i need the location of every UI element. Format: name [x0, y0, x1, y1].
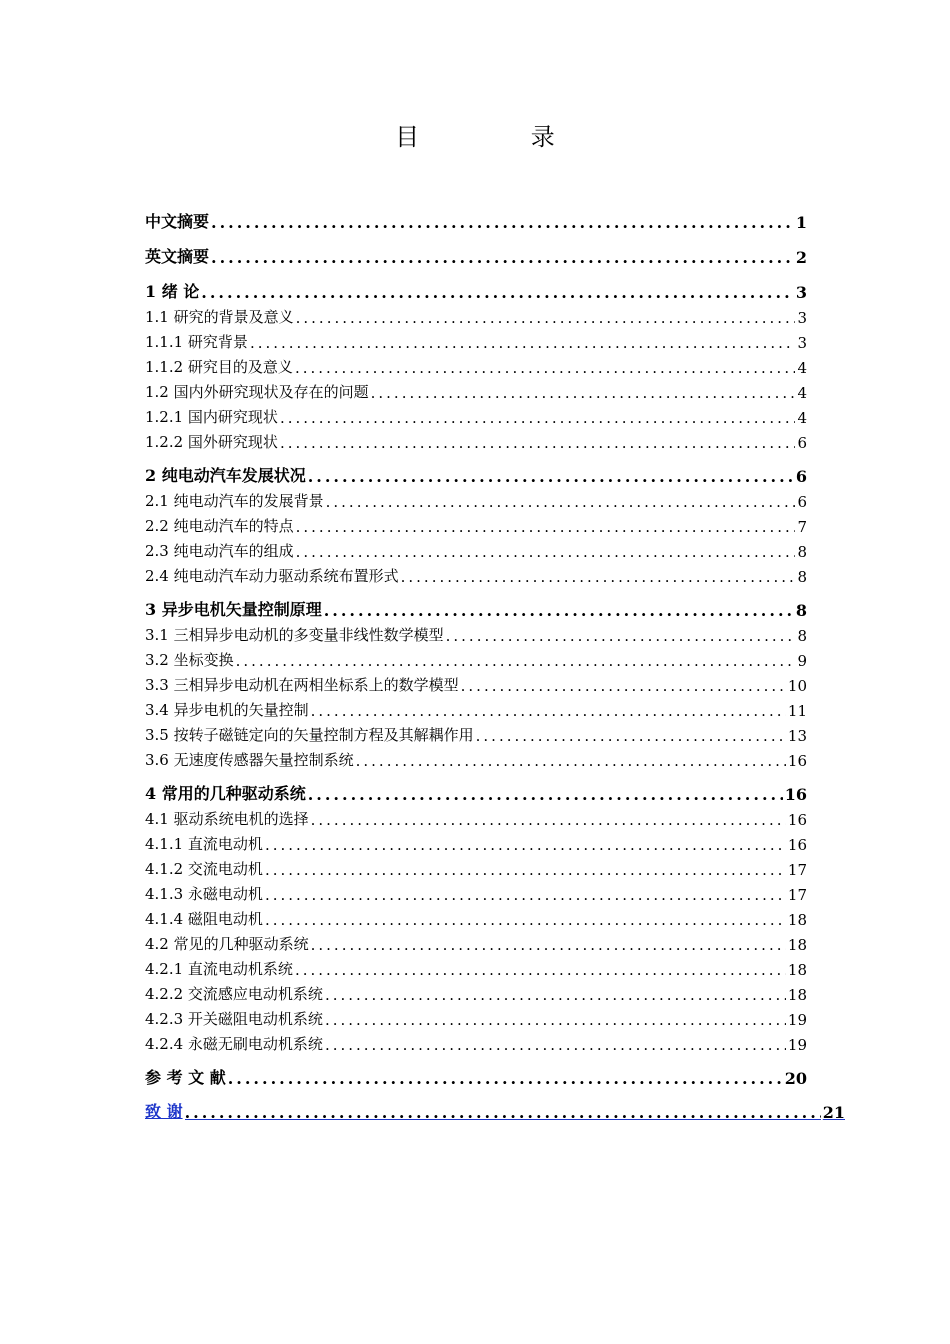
- toc-entry[interactable]: [145, 855, 807, 879]
- toc-entry-link[interactable]: [145, 1098, 845, 1122]
- toc-entry-label: 英文摘要: [145, 247, 210, 266]
- toc-entry-page-number: 4: [797, 409, 807, 427]
- toc-entry-label: 4.1 驱动系统电机的选择: [145, 810, 309, 828]
- toc-entry-label: 1.2.2 国外研究现状: [145, 433, 278, 451]
- toc-entry-page-number: 1: [795, 213, 807, 232]
- toc-leader-dots: [311, 811, 786, 829]
- toc-entry[interactable]: [145, 278, 807, 302]
- toc-entry-page-number: 8: [797, 543, 807, 561]
- toc-entry-page-number: 7: [797, 518, 807, 536]
- toc-leader-dots: [201, 283, 794, 302]
- toc-leader-dots: [211, 213, 794, 232]
- toc-entry-label: 4.2.3 开关磁阻电动机系统: [145, 1010, 323, 1028]
- toc-entry-label: 3.5 按转子磁链定向的矢量控制方程及其解耦作用: [145, 726, 474, 744]
- toc-leader-dots: [280, 409, 796, 427]
- toc-entry[interactable]: [145, 671, 807, 695]
- toc-entry-page-number: 8: [797, 627, 807, 645]
- toc-leader-dots: [325, 1036, 786, 1054]
- toc-entry-page-number: 3: [795, 283, 807, 302]
- toc-entry-label: 参 考 文 献: [145, 1068, 226, 1087]
- toc-entry[interactable]: [145, 780, 807, 804]
- toc-entry-page-number: 18: [787, 961, 807, 979]
- toc-entry-label: 1.1 研究的背景及意义: [145, 308, 294, 326]
- toc-entry-page-number: 13: [787, 727, 807, 745]
- toc-leader-dots: [461, 677, 786, 695]
- toc-entry[interactable]: [145, 830, 807, 854]
- toc-entry-page-number: 20: [784, 1069, 807, 1088]
- toc-entry[interactable]: [145, 303, 807, 327]
- toc-entry-page-number: 16: [787, 752, 807, 770]
- toc-entry-page-number: 16: [784, 785, 807, 804]
- toc-entry-page-number: 18: [787, 936, 807, 954]
- toc-leader-dots: [296, 543, 796, 561]
- toc-entry[interactable]: [145, 512, 807, 536]
- toc-entry-label: 4.1.4 磁阻电动机: [145, 910, 263, 928]
- toc-entry-label: 4.2.4 永磁无刷电动机系统: [145, 1035, 323, 1053]
- toc-entry-label: 2.3 纯电动汽车的组成: [145, 542, 294, 560]
- toc-leader-dots: [311, 936, 786, 954]
- toc-leader-dots: [325, 986, 786, 1004]
- toc-entry[interactable]: [145, 537, 807, 561]
- toc-entry[interactable]: [145, 621, 807, 645]
- toc-entry[interactable]: [145, 696, 807, 720]
- toc-entry-label: 2.1 纯电动汽车的发展背景: [145, 492, 324, 510]
- toc-entry[interactable]: [145, 596, 807, 620]
- toc-entry[interactable]: [145, 487, 807, 511]
- toc-leader-dots: [265, 911, 786, 929]
- toc-leader-dots: [308, 467, 794, 486]
- toc-entry[interactable]: [145, 1005, 807, 1029]
- toc-entry[interactable]: [145, 646, 807, 670]
- toc-entry[interactable]: [145, 328, 807, 352]
- toc-entry-page-number: 18: [787, 986, 807, 1004]
- toc-entry-label: 4.1.1 直流电动机: [145, 835, 263, 853]
- toc-entry-label: 1.2.1 国内研究现状: [145, 408, 278, 426]
- toc-entry-label: 4.1.3 永磁电动机: [145, 885, 263, 903]
- toc-entry-label: 3.4 异步电机的矢量控制: [145, 701, 309, 719]
- toc-entry-page-number: 17: [787, 861, 807, 879]
- toc-entry-page-number: 8: [797, 568, 807, 586]
- toc-leader-dots: [308, 785, 783, 804]
- toc-entry[interactable]: [145, 905, 807, 929]
- toc-leader-dots: [265, 861, 786, 879]
- toc-leader-dots: [325, 1011, 786, 1029]
- toc-entry-label: 4.2.1 直流电动机系统: [145, 960, 293, 978]
- toc-entry-label: 3.3 三相异步电动机在两相坐标系上的数学模型: [145, 676, 459, 694]
- toc-entry-page-number: 19: [787, 1036, 807, 1054]
- toc-entry[interactable]: [145, 353, 807, 377]
- toc-entry-label: 4 常用的几种驱动系统: [145, 784, 306, 803]
- toc-leader-dots: [356, 752, 786, 770]
- toc-entry[interactable]: [145, 805, 807, 829]
- toc-entry[interactable]: [145, 930, 807, 954]
- toc-entry-label: 2.4 纯电动汽车动力驱动系统布置形式: [145, 567, 399, 585]
- toc-entry-page-number: 6: [797, 434, 807, 452]
- toc-leader-dots: [446, 627, 796, 645]
- toc-leader-dots: [295, 961, 786, 979]
- toc-entry-label: 4.1.2 交流电动机: [145, 860, 263, 878]
- toc-entry-page-number: 11: [787, 702, 807, 720]
- toc-entry[interactable]: [145, 378, 807, 402]
- toc-entry-page-number: 16: [787, 811, 807, 829]
- toc-leader-dots: [324, 601, 794, 620]
- toc-entry[interactable]: [145, 880, 807, 904]
- toc-entry[interactable]: [145, 1030, 807, 1054]
- toc-entry-label: 1.1.2 研究目的及意义: [145, 358, 293, 376]
- toc-leader-dots: [311, 702, 786, 720]
- toc-entry-page-number: 4: [797, 359, 807, 377]
- toc-leader-dots: [280, 434, 796, 452]
- toc-leader-dots: [228, 1069, 783, 1088]
- toc-leader-dots: [265, 836, 786, 854]
- toc-leader-dots: [236, 652, 796, 670]
- toc-entry-page-number: 6: [795, 467, 807, 486]
- toc-entry-label: 3.2 坐标变换: [145, 651, 234, 669]
- toc-entry[interactable]: [145, 562, 807, 586]
- toc-leader-dots: [401, 568, 796, 586]
- toc-entry-page-number: 4: [797, 384, 807, 402]
- toc-entry-page-number: 3: [797, 334, 807, 352]
- toc-entry-page-number: 6: [797, 493, 807, 511]
- toc-entry[interactable]: [145, 1064, 807, 1088]
- toc-entry[interactable]: [145, 428, 807, 452]
- toc-entry-page-number: 10: [787, 677, 807, 695]
- toc-entry-page-number: 18: [787, 911, 807, 929]
- toc-entry[interactable]: [145, 208, 807, 232]
- toc-entry-label: 1.2 国内外研究现状及存在的问题: [145, 383, 369, 401]
- toc-entry-page-number: 2: [795, 248, 807, 267]
- toc-leader-dots: [185, 1103, 821, 1122]
- toc-entry[interactable]: [145, 462, 807, 486]
- toc-entry[interactable]: [145, 243, 807, 267]
- toc-entry[interactable]: [145, 721, 807, 745]
- toc-entry-label: 4.2 常见的几种驱动系统: [145, 935, 309, 953]
- toc-entry-page-number: 8: [795, 601, 807, 620]
- toc-leader-dots: [476, 727, 786, 745]
- toc-entry[interactable]: [145, 403, 807, 427]
- toc-entry-label: 3.6 无速度传感器矢量控制系统: [145, 751, 354, 769]
- toc-entry-label: 致 谢: [145, 1102, 183, 1121]
- toc-entry-label: 1 绪 论: [145, 282, 200, 301]
- toc-leader-dots: [296, 518, 796, 536]
- toc-entry-page-number: 17: [787, 886, 807, 904]
- toc-entry[interactable]: [145, 746, 807, 770]
- toc-entry-label: 3.1 三相异步电动机的多变量非线性数学模型: [145, 626, 444, 644]
- toc-leader-dots: [211, 248, 794, 267]
- toc-entry-label: 1.1.1 研究背景: [145, 333, 248, 351]
- toc-entry[interactable]: [145, 980, 807, 1004]
- toc-entry-page-number: 21: [822, 1103, 845, 1122]
- toc-entry-label: 2.2 纯电动汽车的特点: [145, 517, 294, 535]
- toc-leader-dots: [371, 384, 796, 402]
- toc-entry-page-number: 3: [797, 309, 807, 327]
- toc-leader-dots: [326, 493, 796, 511]
- toc-leader-dots: [295, 359, 796, 377]
- toc-entry-label: 4.2.2 交流感应电动机系统: [145, 985, 323, 1003]
- toc-entry-label: 3 异步电机矢量控制原理: [145, 600, 322, 619]
- toc-leader-dots: [250, 334, 796, 352]
- toc-leader-dots: [265, 886, 786, 904]
- toc-entry[interactable]: [145, 955, 807, 979]
- toc-entry-label: 中文摘要: [145, 212, 210, 231]
- toc-entry-page-number: 9: [797, 652, 807, 670]
- toc-entry-page-number: 19: [787, 1011, 807, 1029]
- toc-leader-dots: [296, 309, 796, 327]
- toc-entry-label: 2 纯电动汽车发展状况: [145, 466, 306, 485]
- page-title: 目 录: [395, 123, 607, 151]
- toc-entry-page-number: 16: [787, 836, 807, 854]
